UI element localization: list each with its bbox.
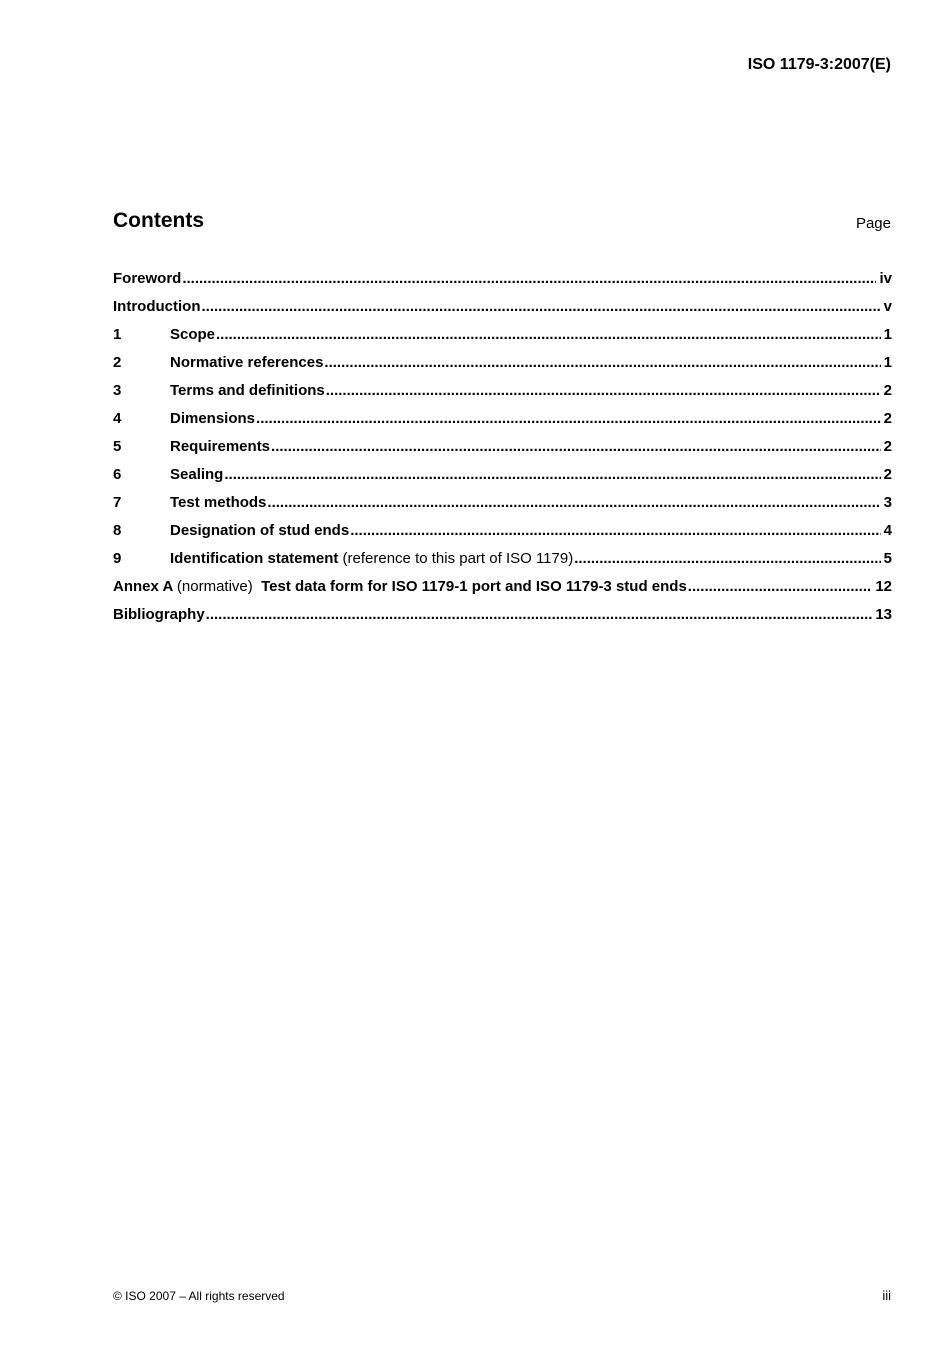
toc-dot-leader [326, 377, 881, 405]
toc-entry-number: 7 [113, 494, 122, 511]
toc-entry-title-group [113, 573, 687, 601]
toc-entry-introduction[interactable] [113, 293, 892, 321]
toc-entry-title: Terms and definitions [170, 382, 325, 399]
toc-entry-terms-and-definitions[interactable] [113, 377, 892, 405]
toc-entry-normative-references[interactable] [113, 349, 892, 377]
toc-entry-number: 6 [113, 466, 122, 483]
toc-entry-title: Foreword [113, 270, 182, 287]
toc-annex-note: (normative) [176, 578, 253, 595]
toc-entry-title: Sealing [170, 466, 224, 483]
toc-entry-page: 2 [883, 466, 892, 483]
toc-entry-title: Scope [170, 326, 216, 343]
toc-dot-leader [201, 293, 880, 321]
toc-entry-test-methods[interactable] [113, 489, 892, 517]
footer-page-number: iii [882, 1288, 891, 1303]
toc-dot-leader [271, 433, 881, 461]
toc-dot-leader [574, 545, 880, 573]
toc-entry-title: Designation of stud ends [170, 522, 350, 539]
toc-dot-leader [688, 573, 873, 601]
toc-entry-page: 13 [875, 606, 892, 623]
toc-entry-page: v [883, 298, 892, 315]
toc-entry-scope[interactable] [113, 321, 892, 349]
toc-entry-annex-a[interactable] [113, 573, 892, 601]
toc-entry-number: 5 [113, 438, 122, 455]
toc-entry-title: Normative references [170, 354, 324, 371]
toc-entry-title: Dimensions [170, 410, 256, 427]
page-column-label: Page [855, 215, 891, 232]
toc-entry-title: Test methods [170, 494, 267, 511]
toc-entry-subtitle: (reference to this part of ISO 1179) [342, 550, 574, 567]
toc-entry-title: Introduction [113, 298, 201, 315]
toc-entry-number: 9 [113, 550, 122, 567]
toc-dot-leader [224, 461, 880, 489]
toc-dot-leader [324, 349, 880, 377]
toc-entry-page: 2 [883, 438, 892, 455]
toc-entry-dimensions[interactable] [113, 405, 892, 433]
footer-copyright: © ISO 2007 – All rights reserved [113, 1289, 285, 1303]
toc-entry-requirements[interactable] [113, 433, 892, 461]
toc-entry-foreword[interactable] [113, 265, 892, 293]
toc-entry-sealing[interactable] [113, 461, 892, 489]
document-id: ISO 1179-3:2007(E) [747, 56, 891, 73]
toc-entry-page: 4 [883, 522, 892, 539]
toc-dot-leader [256, 405, 881, 433]
toc-entry-number: 1 [113, 326, 122, 343]
toc-entry-page: 5 [883, 550, 892, 567]
toc-entry-page: 12 [875, 578, 892, 595]
toc-entry-page: 1 [883, 326, 892, 343]
toc-entry-title: Identification statement [170, 550, 339, 567]
toc-entry-page: 2 [883, 382, 892, 399]
toc-entry-designation-of-stud-ends[interactable] [113, 517, 892, 545]
toc-entry-page: 2 [883, 410, 892, 427]
toc-dot-leader [350, 517, 880, 545]
toc-entry-title-group [170, 545, 573, 573]
table-of-contents [113, 265, 892, 629]
toc-annex-title: Test data form for ISO 1179-1 port and ISO 1179-3 stud ends [261, 578, 687, 595]
toc-entry-title: Bibliography [113, 606, 205, 623]
toc-dot-leader [216, 321, 881, 349]
toc-entry-number: 8 [113, 522, 122, 539]
toc-entry-number: 3 [113, 382, 122, 399]
toc-dot-leader [206, 601, 873, 629]
toc-entry-number: 2 [113, 354, 122, 371]
toc-entry-title: Requirements [170, 438, 271, 455]
toc-entry-page: 1 [883, 354, 892, 371]
toc-entry-title: Annex A [113, 578, 173, 595]
contents-heading: Contents [113, 209, 204, 232]
toc-entry-number: 4 [113, 410, 122, 427]
toc-entry-bibliography[interactable] [113, 601, 892, 629]
toc-dot-leader [182, 265, 876, 293]
toc-entry-identification-statement[interactable] [113, 545, 892, 573]
toc-entry-page: 3 [883, 494, 892, 511]
toc-dot-leader [267, 489, 880, 517]
toc-entry-page: iv [879, 270, 892, 287]
